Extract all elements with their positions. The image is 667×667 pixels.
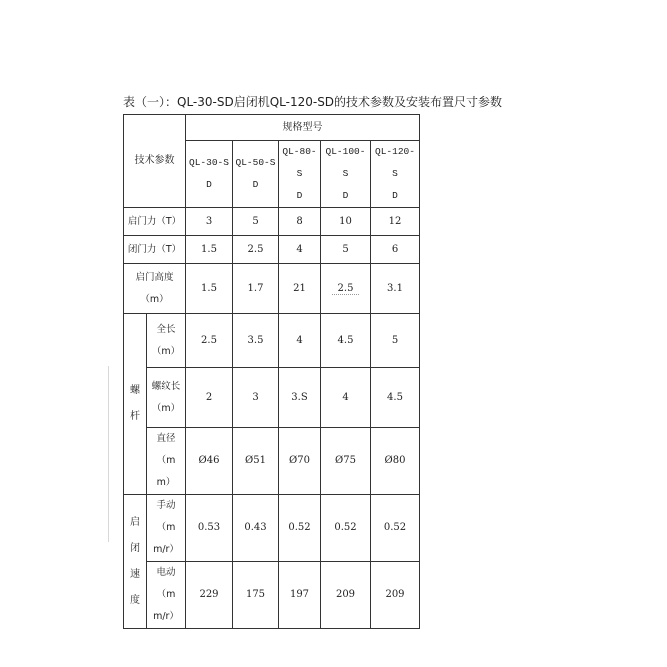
group-label-speed: 启 闭 速 度	[124, 495, 147, 629]
row-label: 全长 （m）	[147, 314, 186, 368]
table-row	[124, 314, 420, 368]
table-cell: 10	[321, 208, 371, 236]
table-cell: 209	[371, 562, 420, 629]
param-header: 技术参数	[124, 115, 186, 208]
table-cell: 8	[279, 208, 321, 236]
table-row	[124, 264, 420, 314]
table-cell: Ø70	[279, 428, 321, 495]
table-cell: 2	[186, 368, 233, 428]
row-label: 螺纹长 （m）	[147, 368, 186, 428]
row-label: 闭门力（T）	[124, 236, 186, 264]
table-cell: 2.5	[233, 236, 279, 264]
table-cell: 0.52	[321, 495, 371, 562]
table-cell: 3	[186, 208, 233, 236]
table-row	[124, 236, 420, 264]
spec-header: 规格型号	[186, 115, 420, 141]
table-row	[124, 368, 420, 428]
row-label: 电动（m m/r）	[147, 562, 186, 629]
table-cell: 5	[371, 314, 420, 368]
table-caption: 表（一）：QL-30-SD启闭机QL-120-SD的技术参数及安装布置尺寸参数	[123, 95, 503, 109]
table-cell: 0.53	[186, 495, 233, 562]
table-cell: 4.5	[321, 314, 371, 368]
table-cell: 5	[321, 236, 371, 264]
table-row	[124, 428, 420, 495]
table-cell: 229	[186, 562, 233, 629]
table-cell: 4	[321, 368, 371, 428]
row-label: 直径（m m）	[147, 428, 186, 495]
table-row	[124, 562, 420, 629]
table-cell: 6	[371, 236, 420, 264]
margin-line	[108, 366, 109, 542]
row-label: 启门力（T）	[124, 208, 186, 236]
table-cell: 5	[233, 208, 279, 236]
table-cell: 0.43	[233, 495, 279, 562]
table-cell: 1.5	[186, 264, 233, 314]
table-cell: 0.52	[279, 495, 321, 562]
table-cell: 12	[371, 208, 420, 236]
table-cell: Ø75	[321, 428, 371, 495]
model-cell: QL-120-S D	[371, 141, 420, 208]
model-cell: QL-30-S D	[186, 141, 233, 208]
table-cell: 3.1	[371, 264, 420, 314]
table-cell: 0.52	[371, 495, 420, 562]
row-label: 手动（m m/r）	[147, 495, 186, 562]
row-label: 启门高度 （m）	[124, 264, 186, 314]
table-cell: 2.5	[186, 314, 233, 368]
model-cell: QL-100-S D	[321, 141, 371, 208]
table-cell: 3.S	[279, 368, 321, 428]
table-cell: 175	[233, 562, 279, 629]
spec-table	[123, 114, 420, 629]
table-cell: Ø46	[186, 428, 233, 495]
header-row	[124, 115, 420, 141]
table-cell: 3.5	[233, 314, 279, 368]
group-label-screw: 螺 杆	[124, 314, 147, 495]
model-cell: QL-50-S D	[233, 141, 279, 208]
table-cell: Ø51	[233, 428, 279, 495]
table-cell: 4.5	[371, 368, 420, 428]
table-row	[124, 495, 420, 562]
model-cell: QL-80-S D	[279, 141, 321, 208]
table-cell: 21	[279, 264, 321, 314]
table-cell: 4	[279, 236, 321, 264]
table-cell: 2.5	[321, 264, 371, 314]
table-cell: 197	[279, 562, 321, 629]
table-cell: 209	[321, 562, 371, 629]
table-row	[124, 208, 420, 236]
table-cell: 4	[279, 314, 321, 368]
table-cell: 1.5	[186, 236, 233, 264]
table-cell: 1.7	[233, 264, 279, 314]
table-cell: 3	[233, 368, 279, 428]
table-cell: Ø80	[371, 428, 420, 495]
